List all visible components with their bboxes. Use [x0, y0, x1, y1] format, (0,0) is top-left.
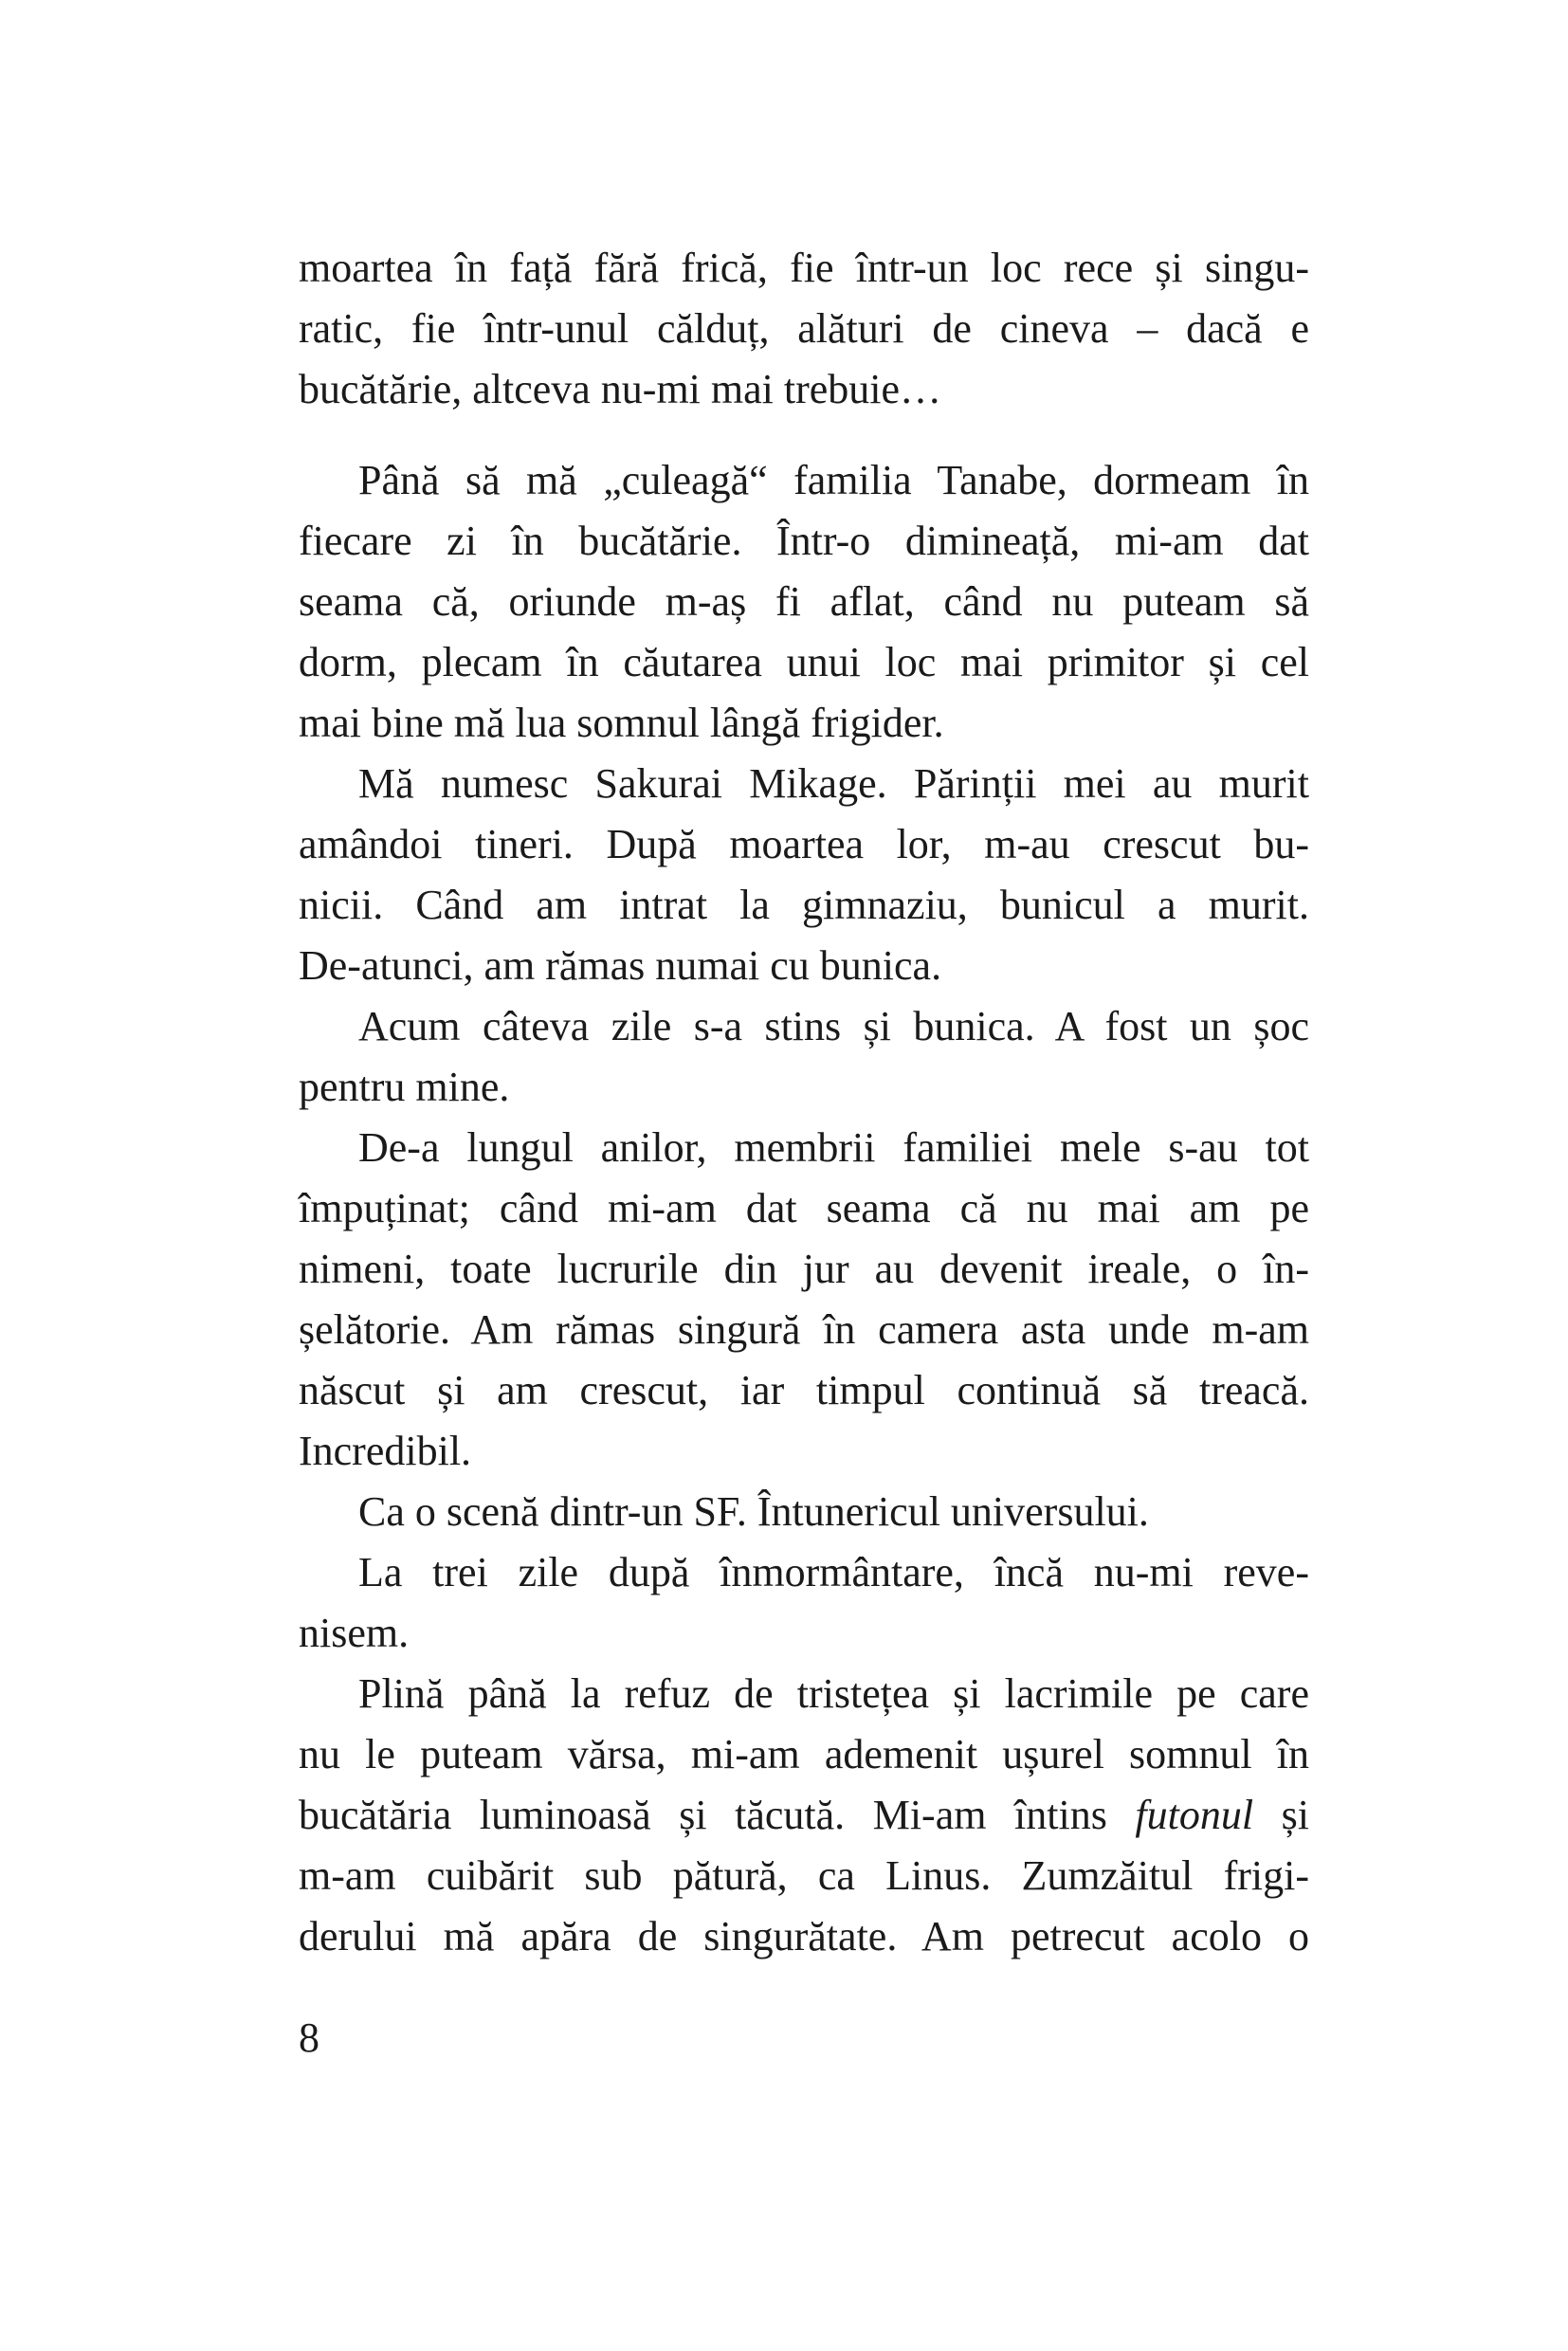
text-line: m-am cuibărit sub pătură, ca Linus. Zumzăitul frigi- — [299, 1852, 1309, 1899]
text-line: Mă numesc Sakurai Mikage. Părinții mei au murit — [358, 760, 1309, 807]
text-segment: și — [1281, 1792, 1309, 1838]
text-line: nu le puteam vărsa, mi-am ademenit ușurel somnul în — [299, 1731, 1309, 1777]
text-line: nimeni, toate lucrurile din jur au devenit ireale, o în- — [299, 1246, 1309, 1292]
text-line: Ca o scenă dintr-un SF. Întunericul universului. — [358, 1488, 1149, 1535]
text-line: fiecare zi în bucătărie. Într-o dimineață, mi-am dat — [299, 518, 1309, 564]
page-number: 8 — [299, 2014, 319, 2061]
italic-word: futonul — [1135, 1792, 1254, 1838]
text-line: La trei zile după înmormântare, încă nu-mi reve- — [358, 1549, 1309, 1595]
text-line: pentru mine. — [299, 1064, 510, 1110]
text-line: împuținat; când mi-am dat seama că nu mai am pe — [299, 1185, 1309, 1231]
text-line: Plină până la refuz de tristețea și lacrimile pe care — [358, 1670, 1309, 1717]
text-line: moartea în față fără frică, fie într-un loc rece și singu- — [299, 245, 1309, 291]
text-line-with-italic — [299, 1785, 1309, 1846]
page-body-text — [299, 238, 1309, 1967]
text-line: Incredibil. — [299, 1428, 472, 1474]
text-segment: bucătăria luminoasă și tăcută. Mi-am întins — [299, 1792, 1107, 1838]
text-line: șelătorie. Am rămas singură în camera asta unde m-am — [299, 1306, 1309, 1353]
text-line: născut și am crescut, iar timpul continuă să treacă. — [299, 1367, 1309, 1413]
text-line: De-a lungul anilor, membrii familiei mele s-au tot — [358, 1124, 1309, 1171]
text-line: bucătărie, altceva nu-mi mai trebuie… — [299, 366, 942, 412]
text-line: seama că, oriunde m-aș fi aflat, când nu puteam să — [299, 578, 1309, 625]
text-line: nisem. — [299, 1610, 410, 1656]
text-line: dorm, plecam în căutarea unui loc mai primitor și cel — [299, 639, 1309, 685]
text-line: Acum câteva zile s-a stins și bunica. A fost un șoc — [358, 1003, 1309, 1049]
text-line: derului mă apăra de singurătate. Am petrecut acolo o — [299, 1913, 1309, 1959]
text-line: De-atunci, am rămas numai cu bunica. — [299, 942, 942, 989]
paragraph-gap — [299, 420, 1309, 450]
text-line: amândoi tineri. După moartea lor, m-au crescut bu- — [299, 821, 1309, 867]
text-line: Până să mă „culeagă“ familia Tanabe, dormeam în — [358, 457, 1309, 503]
text-line: mai bine mă lua somnul lângă frigider. — [299, 700, 944, 746]
text-line: ratic, fie într-unul călduț, alături de cineva – dacă e — [299, 305, 1309, 352]
text-line: nicii. Când am intrat la gimnaziu, bunicul a murit. — [299, 882, 1309, 928]
